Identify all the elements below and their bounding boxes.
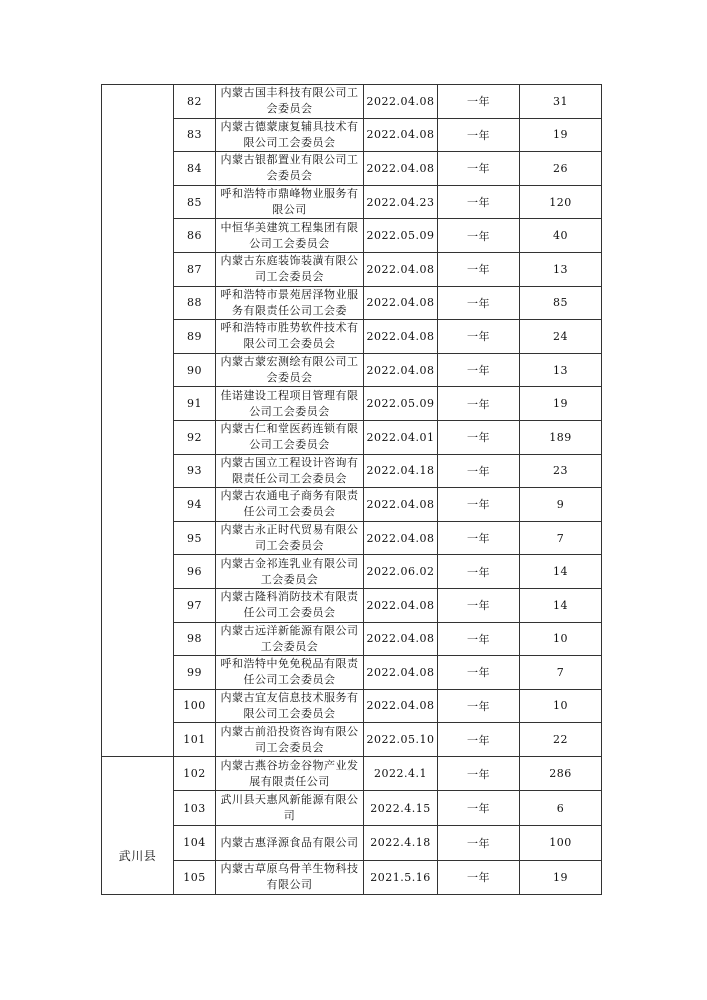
organization-name-cell: 内蒙古仁和堂医药连锁有限公司工会委员会 xyxy=(216,420,364,454)
organization-name-cell: 呼和浩特市胜势软件技术有限公司工会委员会 xyxy=(216,320,364,354)
member-count-cell: 14 xyxy=(520,588,602,622)
organization-name-cell: 呼和浩特市鼎峰物业服务有限公司 xyxy=(216,185,364,219)
established-date-cell: 2022.4.18 xyxy=(364,826,438,861)
term-cell: 一年 xyxy=(438,85,520,119)
member-count-cell: 31 xyxy=(520,85,602,119)
organization-name-cell: 内蒙古惠泽源食品有限公司 xyxy=(216,826,364,861)
organization-name-cell: 内蒙古蒙宏测绘有限公司工会委员会 xyxy=(216,353,364,387)
established-date-cell: 2022.04.08 xyxy=(364,118,438,152)
organization-name-cell: 内蒙古银都置业有限公司工会委员会 xyxy=(216,152,364,186)
organization-name-cell: 呼和浩特中免免税品有限责任公司工会委员会 xyxy=(216,656,364,690)
term-cell: 一年 xyxy=(438,756,520,791)
member-count-cell: 10 xyxy=(520,689,602,723)
organization-name-cell: 内蒙古金祁连乳业有限公司工会委员会 xyxy=(216,555,364,589)
established-date-cell: 2022.4.1 xyxy=(364,756,438,791)
organization-name-cell: 内蒙古国立工程设计咨询有限责任公司工会委员会 xyxy=(216,454,364,488)
established-date-cell: 2022.04.08 xyxy=(364,521,438,555)
organization-name-cell: 内蒙古草原乌骨羊生物科技有限公司 xyxy=(216,860,364,895)
member-count-cell: 9 xyxy=(520,488,602,522)
established-date-cell: 2022.04.08 xyxy=(364,320,438,354)
serial-number-cell: 93 xyxy=(174,454,216,488)
table-row xyxy=(102,85,602,119)
established-date-cell: 2022.04.23 xyxy=(364,185,438,219)
term-cell: 一年 xyxy=(438,252,520,286)
term-cell: 一年 xyxy=(438,454,520,488)
term-cell: 一年 xyxy=(438,286,520,320)
serial-number-cell: 82 xyxy=(174,85,216,119)
term-cell: 一年 xyxy=(438,723,520,757)
member-count-cell: 6 xyxy=(520,791,602,826)
table-row xyxy=(102,286,602,320)
term-cell: 一年 xyxy=(438,521,520,555)
established-date-cell: 2022.04.08 xyxy=(364,488,438,522)
table-row xyxy=(102,689,602,723)
serial-number-cell: 105 xyxy=(174,860,216,895)
organization-name-cell: 内蒙古隆科消防技术有限责任公司工会委员会 xyxy=(216,588,364,622)
serial-number-cell: 91 xyxy=(174,387,216,421)
table-row xyxy=(102,219,602,253)
member-count-cell: 100 xyxy=(520,826,602,861)
term-cell: 一年 xyxy=(438,353,520,387)
member-count-cell: 23 xyxy=(520,454,602,488)
table-row xyxy=(102,252,602,286)
established-date-cell: 2022.04.18 xyxy=(364,454,438,488)
table-row xyxy=(102,353,602,387)
term-cell: 一年 xyxy=(438,488,520,522)
table-row xyxy=(102,320,602,354)
organization-name-cell: 佳诺建设工程项目管理有限公司工会委员会 xyxy=(216,387,364,421)
established-date-cell: 2022.4.15 xyxy=(364,791,438,826)
serial-number-cell: 98 xyxy=(174,622,216,656)
established-date-cell: 2022.04.08 xyxy=(364,622,438,656)
member-count-cell: 189 xyxy=(520,420,602,454)
term-cell: 一年 xyxy=(438,152,520,186)
serial-number-cell: 100 xyxy=(174,689,216,723)
serial-number-cell: 85 xyxy=(174,185,216,219)
table-row xyxy=(102,588,602,622)
term-cell: 一年 xyxy=(438,420,520,454)
table-row xyxy=(102,185,602,219)
organization-name-cell: 内蒙古远洋新能源有限公司工会委员会 xyxy=(216,622,364,656)
term-cell: 一年 xyxy=(438,588,520,622)
member-count-cell: 24 xyxy=(520,320,602,354)
serial-number-cell: 95 xyxy=(174,521,216,555)
established-date-cell: 2022.04.08 xyxy=(364,689,438,723)
term-cell: 一年 xyxy=(438,689,520,723)
serial-number-cell: 102 xyxy=(174,756,216,791)
member-count-cell: 26 xyxy=(520,152,602,186)
member-count-cell: 22 xyxy=(520,723,602,757)
member-count-cell: 286 xyxy=(520,756,602,791)
table-row xyxy=(102,118,602,152)
term-cell: 一年 xyxy=(438,622,520,656)
member-count-cell: 13 xyxy=(520,353,602,387)
table-row xyxy=(102,723,602,757)
term-cell: 一年 xyxy=(438,656,520,690)
serial-number-cell: 101 xyxy=(174,723,216,757)
established-date-cell: 2022.04.08 xyxy=(364,152,438,186)
organization-name-cell: 内蒙古农通电子商务有限责任公司工会委员会 xyxy=(216,488,364,522)
established-date-cell: 2022.04.08 xyxy=(364,252,438,286)
member-count-cell: 10 xyxy=(520,622,602,656)
table-body xyxy=(102,85,602,895)
serial-number-cell: 92 xyxy=(174,420,216,454)
established-date-cell: 2022.04.08 xyxy=(364,656,438,690)
serial-number-cell: 83 xyxy=(174,118,216,152)
member-count-cell: 7 xyxy=(520,656,602,690)
table-row xyxy=(102,656,602,690)
serial-number-cell: 89 xyxy=(174,320,216,354)
established-date-cell: 2022.05.09 xyxy=(364,387,438,421)
organization-name-cell: 内蒙古德蒙康复辅具技术有限公司工会委员会 xyxy=(216,118,364,152)
organization-name-cell: 中恒华美建筑工程集团有限公司工会委员会 xyxy=(216,219,364,253)
organization-name-cell: 内蒙古国丰科技有限公司工会委员会 xyxy=(216,85,364,119)
table-row xyxy=(102,387,602,421)
established-date-cell: 2022.05.09 xyxy=(364,219,438,253)
table-row xyxy=(102,622,602,656)
union-registry-table xyxy=(101,84,602,895)
member-count-cell: 13 xyxy=(520,252,602,286)
table-row xyxy=(102,152,602,186)
established-date-cell: 2022.04.01 xyxy=(364,420,438,454)
established-date-cell: 2022.04.08 xyxy=(364,286,438,320)
serial-number-cell: 86 xyxy=(174,219,216,253)
organization-name-cell: 内蒙古宜友信息技术服务有限公司工会委员会 xyxy=(216,689,364,723)
serial-number-cell: 87 xyxy=(174,252,216,286)
table-row xyxy=(102,488,602,522)
established-date-cell: 2022.04.08 xyxy=(364,353,438,387)
term-cell: 一年 xyxy=(438,219,520,253)
term-cell: 一年 xyxy=(438,185,520,219)
member-count-cell: 19 xyxy=(520,118,602,152)
term-cell: 一年 xyxy=(438,320,520,354)
table-row xyxy=(102,454,602,488)
established-date-cell: 2022.05.10 xyxy=(364,723,438,757)
organization-name-cell: 内蒙古东庭装饰装潢有限公司工会委员会 xyxy=(216,252,364,286)
organization-name-cell: 武川县天惠风新能源有限公司 xyxy=(216,791,364,826)
serial-number-cell: 94 xyxy=(174,488,216,522)
term-cell: 一年 xyxy=(438,860,520,895)
serial-number-cell: 99 xyxy=(174,656,216,690)
serial-number-cell: 96 xyxy=(174,555,216,589)
table-row xyxy=(102,826,602,861)
organization-name-cell: 内蒙古前沿投资咨询有限公司工会委员会 xyxy=(216,723,364,757)
organization-name-cell: 呼和浩特市景苑居泽物业服务有限责任公司工会委 xyxy=(216,286,364,320)
serial-number-cell: 104 xyxy=(174,826,216,861)
table-row xyxy=(102,521,602,555)
term-cell: 一年 xyxy=(438,118,520,152)
table-row xyxy=(102,555,602,589)
established-date-cell: 2021.5.16 xyxy=(364,860,438,895)
serial-number-cell: 90 xyxy=(174,353,216,387)
member-count-cell: 85 xyxy=(520,286,602,320)
established-date-cell: 2022.06.02 xyxy=(364,555,438,589)
member-count-cell: 14 xyxy=(520,555,602,589)
serial-number-cell: 103 xyxy=(174,791,216,826)
established-date-cell: 2022.04.08 xyxy=(364,588,438,622)
member-count-cell: 120 xyxy=(520,185,602,219)
member-count-cell: 40 xyxy=(520,219,602,253)
organization-name-cell: 内蒙古燕谷坊金谷物产业发展有限责任公司 xyxy=(216,756,364,791)
organization-name-cell: 内蒙古永正时代贸易有限公司工会委员会 xyxy=(216,521,364,555)
established-date-cell: 2022.04.08 xyxy=(364,85,438,119)
serial-number-cell: 88 xyxy=(174,286,216,320)
member-count-cell: 7 xyxy=(520,521,602,555)
table-row xyxy=(102,420,602,454)
term-cell: 一年 xyxy=(438,555,520,589)
region-cell: 武川县 xyxy=(102,756,174,894)
table-row xyxy=(102,756,602,791)
term-cell: 一年 xyxy=(438,791,520,826)
table-row xyxy=(102,791,602,826)
member-count-cell: 19 xyxy=(520,860,602,895)
region-cell xyxy=(102,85,174,757)
member-count-cell: 19 xyxy=(520,387,602,421)
table-row xyxy=(102,860,602,895)
term-cell: 一年 xyxy=(438,826,520,861)
term-cell: 一年 xyxy=(438,387,520,421)
serial-number-cell: 84 xyxy=(174,152,216,186)
serial-number-cell: 97 xyxy=(174,588,216,622)
